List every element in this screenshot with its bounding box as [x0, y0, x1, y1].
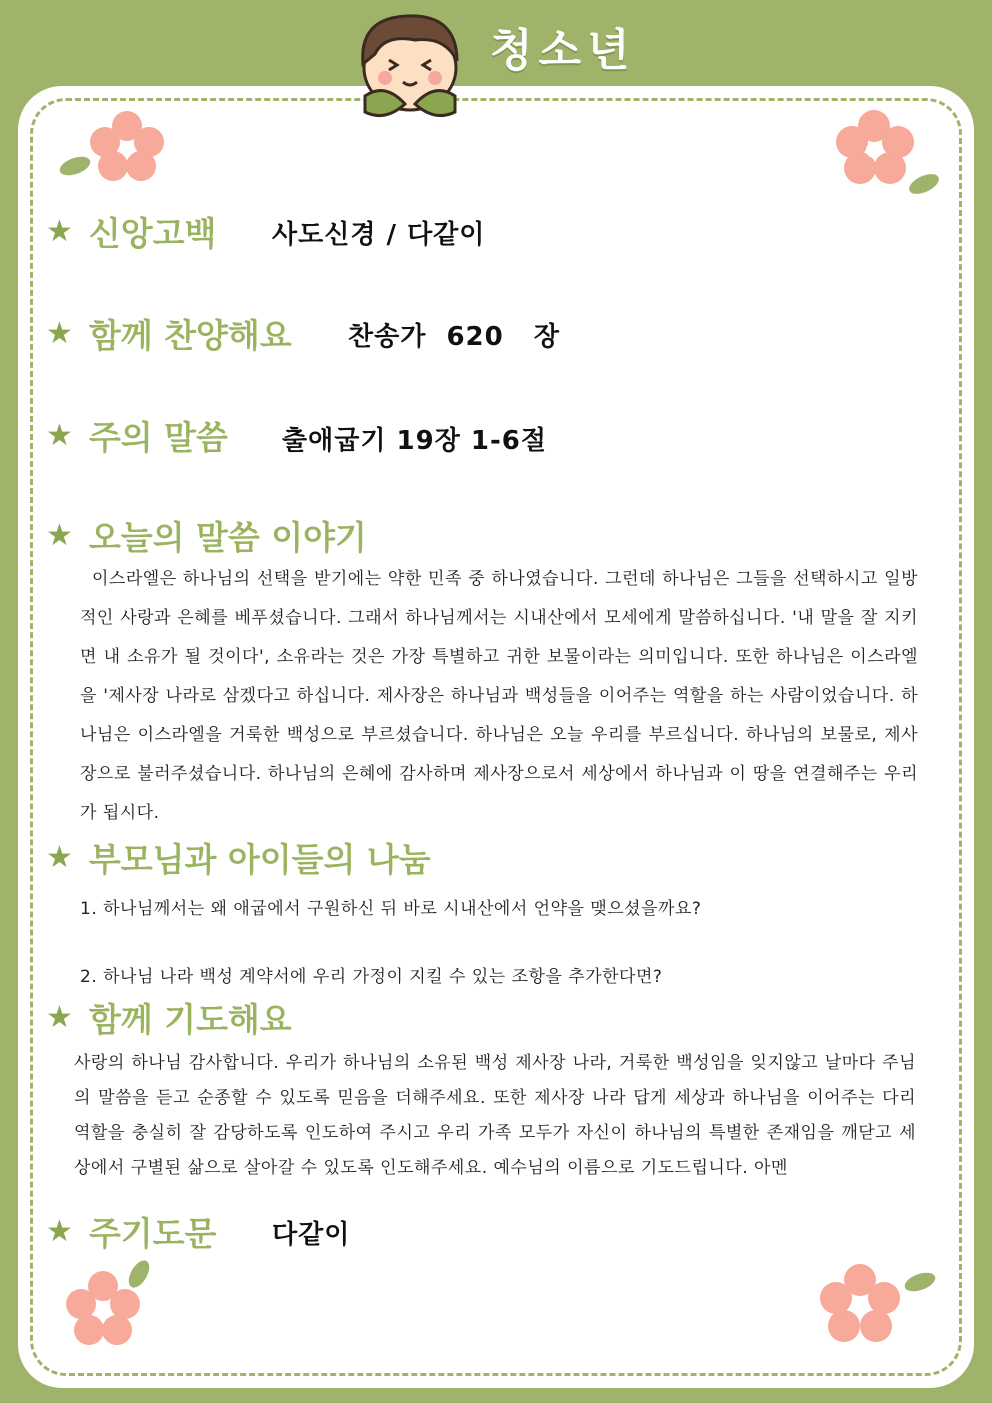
flower-icon: [55, 108, 165, 188]
flower-icon: [808, 1258, 948, 1358]
section-sharing-heading: [46, 834, 431, 881]
creed-value: 사도신경 / 다같이: [272, 220, 486, 250]
boy-face-icon: [345, 6, 475, 118]
section-title: 신앙고백: [88, 214, 217, 253]
section-creed-heading: [46, 208, 216, 255]
star-icon: ★: [46, 316, 73, 351]
lords-prayer-value: 다같이: [272, 1220, 351, 1250]
section-title: 부모님과 아이들의 나눔: [88, 840, 431, 879]
section-story-heading: [46, 512, 367, 559]
section-lords-prayer-heading: [46, 1208, 216, 1255]
question-2: 2. 하나님 나라 백성 계약서에 우리 가정이 지킬 수 있는 조항을 추가한다면?: [80, 967, 663, 987]
hymn-value: 찬송가 620 장: [348, 322, 560, 352]
section-prayer-heading: [46, 994, 292, 1041]
star-icon: ★: [46, 518, 73, 553]
star-icon: ★: [46, 418, 73, 453]
star-icon: ★: [46, 1000, 73, 1035]
section-title: 주기도문: [88, 1214, 217, 1253]
page-title: 청소년: [490, 25, 636, 76]
section-scripture-heading: [46, 412, 228, 459]
prayer-text: 사랑의 하나님 감사합니다. 우리가 하나님의 소유된 백성 제사장 나라, 거룩한 백성임을 잊지않고 날마다 주님의 말씀을 듣고 순종할 수 있도록 믿음을 더해주세요. 또한 제사장 나라 답게 세상과 하나님을 이어주는 다리 역할을 충실히 잘 감당하도록 인도하여 주시고 우리 가족 모두가 자신이 하나님의 특별한 존재임을 깨닫고 세상에서 구별된 삶으로 살아갈 수 있도록 인도해주세요. 예수님의 이름으로 기도드립니다. 아멘: [74, 1053, 916, 1178]
scripture-value: 출애굽기 19장 1-6절: [282, 426, 547, 456]
section-hymn-heading: [46, 310, 292, 357]
section-title: 주의 말씀: [88, 418, 228, 457]
flower-icon: [828, 110, 948, 200]
question-1: 1. 하나님께서는 왜 애굽에서 구원하신 뒤 바로 시내산에서 언약을 맺으셨을까요?: [80, 899, 702, 919]
section-title: 함께 찬양해요: [88, 316, 292, 355]
star-icon: ★: [46, 1214, 73, 1249]
flower-icon: [55, 1258, 165, 1358]
section-title: 함께 기도해요: [88, 1000, 292, 1039]
star-icon: ★: [46, 214, 73, 249]
story-text: 이스라엘은 하나님의 선택을 받기에는 약한 민족 중 하나였습니다. 그런데 하나님은 그들을 선택하시고 일방적인 사랑과 은혜를 베푸셨습니다. 그래서 하나님께서는 시내산에서 모세에게 말씀하십니다. '내 말을 잘 지키면 내 소유가 될 것이다', 소유라는 것은 가장 특별하고 귀한 보물이라는 의미입니다. 또한 하나님은 이스라엘을 '제사장 나라로 삼겠다고 하십니다. 제사장은 하나님과 백성들을 이어주는 역할을 하는 사람이었습니다. 하나님은 이스라엘을 거룩한 백성으로 부르셨습니다. 하나님은 오늘 우리를 부르십니다. 하나님의 보물로, 제사장으로 불러주셨습니다. 하나님의 은혜에 감사하며 제사장으로서 세상에서 하나님과 이 땅을 연결해주는 우리가 됩시다.: [80, 569, 918, 823]
section-title: 오늘의 말씀 이야기: [88, 518, 367, 557]
star-icon: ★: [46, 840, 73, 875]
